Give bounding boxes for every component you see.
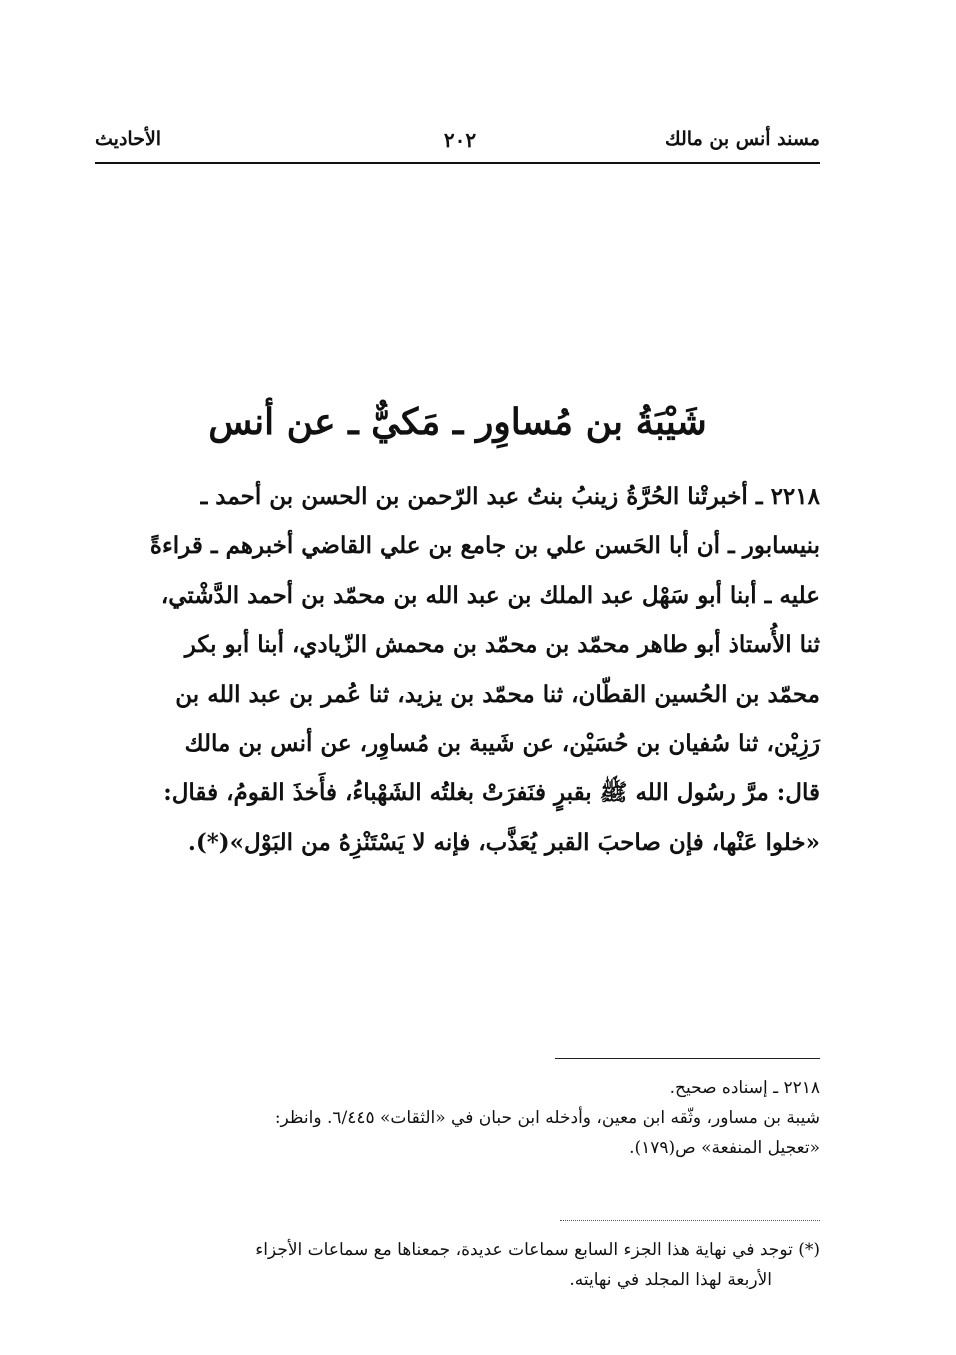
hadith-line: محمّد بن الحُسين القطّان، ثنا محمّد بن يزيد، ثنا عُمر بن عبد الله بن bbox=[175, 680, 820, 708]
chapter-heading: شَيْبَةُ بن مُساوِر ـ مَكيٌّ ـ عن أنس bbox=[208, 401, 707, 443]
footnote-line: ٢٢١٨ ـ إسناده صحيح. bbox=[669, 1078, 820, 1098]
footnote-grading bbox=[95, 1073, 820, 1163]
footnote-line: «تعجيل المنفعة» ص(١٧٩). bbox=[629, 1138, 820, 1158]
footnote-separator bbox=[555, 1058, 820, 1059]
hadith-line: رَزِيْن، ثنا سُفيان بن حُسَيْن، عن شَيبة بن مُساوِر، عن أنس بن مالك bbox=[184, 729, 820, 757]
running-header bbox=[95, 128, 820, 164]
hadith-line: «خلوا عَنْها، فإن صاحبَ القبر يُعَذَّب، فإنه لا يَسْتَنْزِهُ من البَوْل»(*). bbox=[187, 828, 820, 856]
header-book-title: مسند أنس بن مالك bbox=[665, 128, 820, 150]
footnote-line: (*) توجد في نهاية هذا الجزء السابع سماعات عديدة، جمعناها مع سماعات الأجزاء bbox=[255, 1240, 820, 1260]
header-page-number: ٢٠٢ bbox=[443, 128, 477, 152]
hadith-line: بنيسابور ـ أن أبا الحَسن علي بن جامع بن علي القاضي أخبرهم ـ قراءةً bbox=[149, 532, 820, 560]
hadith-line: عليه ـ أبنا أبو سَهْل عبد الملك بن عبد الله بن محمّد بن أحمد الدَّشْتي، bbox=[160, 581, 820, 609]
footnote-star-note bbox=[95, 1235, 820, 1295]
hadith-line: ثنا الأُستاذ أبو طاهر محمّد بن محمّد بن محمش الزّيادي، أبنا أبو بكر bbox=[184, 631, 820, 659]
hadith-line: قال: مرَّ رسُول الله ﷺ بقبرٍ فنَفرَتْ بغلتُه الشَهْباءُ، فأَخذَ القومُ، فقال: bbox=[163, 779, 820, 807]
footnote-line: شيبة بن مساور، وثّقه ابن معين، وأدخله ابن حبان في «الثقات» ٦/٤٤٥. وانظر: bbox=[274, 1108, 820, 1128]
footnote-dotted-separator bbox=[560, 1220, 820, 1221]
footnote-line: الأربعة لهذا المجلد في نهايته. bbox=[569, 1270, 772, 1290]
header-section: الأحاديث bbox=[95, 128, 162, 150]
hadith-text bbox=[95, 472, 820, 867]
hadith-line: ٢٢١٨ ـ أخبرتْنا الحُرَّةُ زينبُ بنتُ عبد الرّحمن بن الحسن بن أحمد ـ bbox=[200, 483, 820, 510]
